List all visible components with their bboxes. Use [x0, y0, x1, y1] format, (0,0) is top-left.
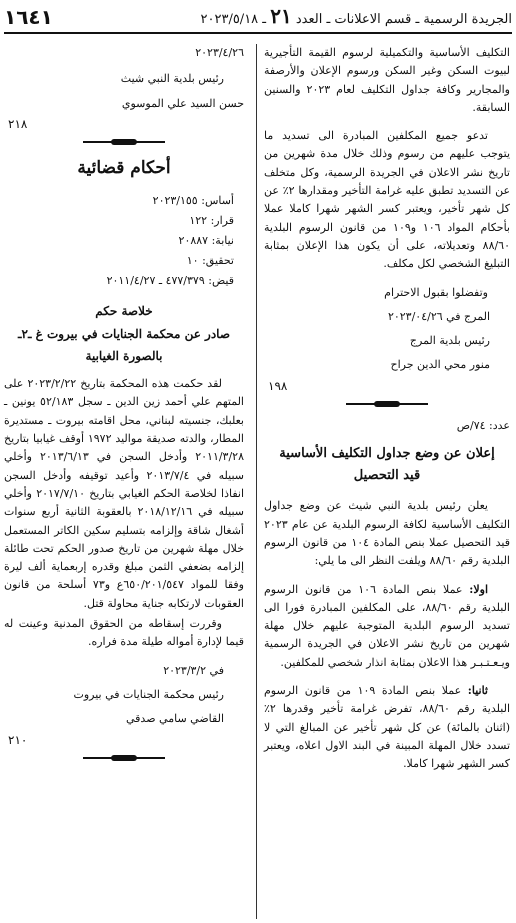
intro-paragraph: التكليف الأساسية والتكميلية لرسوم القيمة التأجيرية لبيوت السكن وغير السكن ورسوم الإعلان والأرصفة والمجارير وكافة جداول التكليف لعام ٢٠٢٣ والسنين السابقة. [264, 46, 510, 114]
signature-title: رئيس بلدية النبي شيث [120, 72, 224, 86]
notice-clause-first [264, 581, 510, 672]
clause-text: عملا بنص المادة ١٠٦ من قانون الرسوم البلدية رقم ٨٨/٦٠، على المكلفين المبادرة فورا الى تسديد الرسوم البلدية المتوجبة عليهم خلال مهلة شهرين من تاريخ نشر الاعلان في الجريدة الرسمية ويـعـتـبـر هذا الاعلان بمثابة انذار شخصي للمكلفين. [264, 582, 510, 669]
case-field-decision: قرار: ١٢٢ [189, 214, 234, 228]
signature-name: منور محي الدين جراح [390, 358, 490, 372]
case-field-prosecution: نيابة: ٢٠٨٨٧ [178, 234, 234, 248]
reference-number: عدد: ٧٤/ص [456, 419, 510, 433]
court-subtitle: بالصورة الغيابية [85, 349, 163, 364]
court-title: صادر عن محكمة الجنايات في بيروت غ ـ٢ـ [17, 327, 231, 342]
journal-name: الجريدة الرسمية ـ قسم الاعلانات ـ العدد [295, 12, 512, 27]
item-number: ٢١٠ [8, 732, 28, 747]
section-ornament [83, 139, 165, 145]
closing-line: وتفضلوا بقبول الاحترام [384, 285, 488, 299]
judgment-text-continued: وقررت إسقاطه من الحقوق المدنية وعينت له قيما لإدارة أمواله طيلة مدة فراره. [4, 617, 244, 649]
item-number: ٢١٨ [8, 116, 28, 131]
item-number: ١٩٨ [268, 378, 288, 393]
notice-subtitle: قيد التحصيل [353, 468, 421, 484]
left-column [4, 44, 244, 771]
clause-label: اولا: [469, 582, 488, 596]
notice-clause-second [264, 682, 510, 773]
judgment-text: لقد حكمت هذه المحكمة بتاريخ ٢٠٢٣/٢/٢٢ على المتهم علي أحمد زين الدين ـ سجل ٥٢/١٨٣ يونين ـ بعلبك، جنسيته لبناني، محل اقامته بيروت ـ مستديرة المطار، والدته صديقة مواليد ١٩٧٢ أوقف غيابيا بتاريخ ٢٠١١/٣/٢٨ وأدخل السجن في ٢٠١٣/٦/١٣ وأخلي سبيله في ٢٠١٣/٧/٤ وأعيد توقيفه وأدخل السجن انفاذا لخلاصة الحكم الغيابي بتاريخ ٢٠١٧/٧/١٠ وأخلي سبيله في ٢٠١٨/١٢/١٦ بالعقوبة الثانية أربع سنوات أشغال شاقة وإلزامه بتسليم سكين الكاتر المستعمل خلال مهلة شهرين من تاريخ صدور الحكم تحت طائلة إلزامه بضعفي الثمن مبلغ وقدره إربعماية ألف ليرة وفقا للمواد ٦٥٠/٢٠١/٥٤٧ع و٧٣ أسلحة من قانون العقوبات لارتكابه جناية محاولة قتل. [4, 377, 245, 610]
journal-header [200, 4, 512, 29]
case-field-basis: أساس: ٢٠٢٣/١٥٥ [152, 194, 234, 208]
case-fields [4, 191, 244, 291]
clause-label: ثانيا: [467, 684, 488, 698]
signature-name: حسن السيد علي الموسوي [121, 96, 244, 110]
column-divider [256, 44, 257, 919]
right-column [264, 44, 510, 784]
signature-name: القاضي سامي صدقي [126, 712, 224, 726]
case-field-investigation: تحقيق: ١٠ [186, 254, 234, 268]
signature-title: رئيس محكمة الجنايات في بيروت [73, 687, 224, 701]
page-number: ١٦٤١ [4, 5, 53, 29]
issue-number: ٢١ [270, 4, 292, 28]
issue-date: ـ ٢٠٢٣/٥/١٨ [200, 12, 267, 27]
notice-title: إعلان عن وضع جداول التكليف الأساسية [279, 446, 495, 462]
clause-text: عملا بنص المادة ١٠٩ من قانون الرسوم البلدية رقم ٨٨/٦٠، تفرض غرامة تأخير وقدرها ٢٪ (اثنان بالمائة) عن كل شهر تأخير عن المبالغ التي لا تسدد خلال المهلة المبينة في البند الاول اعلاه، ويعتبر كسر الشهر شهرا كاملا. [264, 684, 510, 771]
section-ornament [346, 401, 428, 407]
signature-date: ٢٠٢٣/٤/٢٦ [195, 46, 244, 59]
section-title: أحكام قضائية [77, 158, 171, 179]
page-header [4, 4, 512, 34]
notice-body: يعلن رئيس بلدية النبي شيث عن وضع جداول التكليف الأساسية لكافة الرسوم البلدية عن عام ٢٠٢٣ قيد التحصيل عملا بنص المادة ١٠٤ من قانون الرسوم البلدية رقم ٨٨/٦٠ ويلفت النظر الى ما يلي: [264, 499, 510, 568]
summary-title: خلاصة حكم [95, 304, 153, 319]
signature-date: المرج في ٢٠٢٣/٠٤/٢٦ [387, 309, 490, 323]
signature-title: رئيس بلدية المرج [409, 334, 490, 348]
signature-date: في ٢٠٢٣/٣/٢ [163, 663, 224, 677]
section-ornament [83, 755, 165, 761]
call-paragraph: تدعو جميع المكلفين المبادرة الى تسديد ما يتوجب عليهم من رسوم وذلك خلال مدة شهرين من تاريخ نشر الاعلان في الجريدة الرسمية، وكل متخلف عن التسديد تطبق عليه غرامة التأخير ومقدارها ٢٪ عن كل شهر تأخير، ويعتبر كسر الشهر شهرا كاملا عملا بأحكام المواد ١٠٦ و١٠٩ من قانون الرسوم البلدية ٨٨/٦٠ وتعديلاته، على أن يكون هذا الإعلان بمثابة التبليغ الشخصي لكل مكلف. [264, 129, 511, 271]
case-field-arrest: قيض: ٤٧٧/٣٧٩ ـ ٢٠١١/٤/٢٧ [106, 274, 234, 288]
